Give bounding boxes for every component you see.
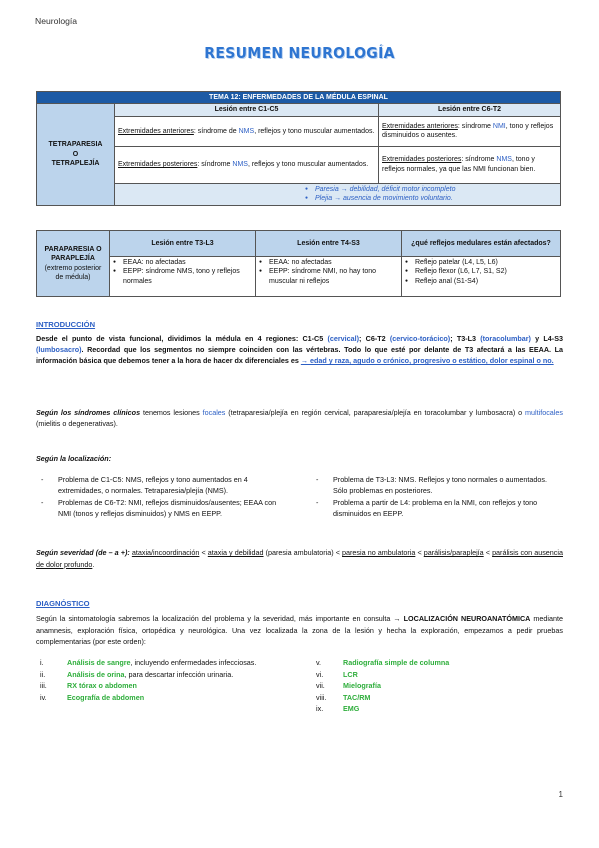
list-item: - Problemas de C6-T2: NMI, reflejos disminuidos/ausentes; EEAA con NMI (tonos y reflejos disminuidos) y NMS en EEPP. [41,498,277,519]
list-item: viii. TAC/RM [316,692,371,702]
severidad-paragraph: Según severidad (de – a +): ataxia/incoordinación < ataxia y debilidad (paresia ambulatoria) < paresia no ambulatoria < parálisis/paraplejía < parálisis con ausencia de dolor profundo. [36,548,563,569]
column-header-t3-l3: Lesión entre T3-L3 [110,231,256,257]
table-header: TEMA 12: ENFERMEDADES DE LA MÉDULA ESPINAL [37,92,561,104]
running-header: Neurología [35,16,78,26]
section-title-introduccion: INTRODUCCIÓN [36,320,96,329]
definitions-cell [115,183,561,205]
list-item: ● Reflejo patelar (L4, L5, L6) [405,258,557,267]
cell-t4-s3 [256,257,402,297]
list-item: v. Radiografía simple de columna [316,658,450,667]
pruebas-right-list [316,657,536,715]
list-item: i. Análisis de sangre, incluyendo enfermedades infecciosas. [40,658,257,667]
syndromes-paragraph: Según los síndromes clínicos tenemos lesiones focales (tetraparesia/plejía en región cervical, paraparesia/plejía en toracolumbar y lumbosacra) o multifocales (mielitis o degenerativas). [36,408,563,429]
page-number: 1 [558,790,563,799]
column-header-c6-t2: Lesión entre C6-T2 [379,104,561,116]
document-title: RESUMEN NEUROLOGÍA [204,45,395,63]
list-item: vi. LCR [316,669,358,679]
paraparesia-table [36,230,561,297]
localizacion-left-column [38,474,288,521]
list-item: - Problema de T3-L3: NMS. Reflejos y tono normales o aumentados. Sólo problemas en posteriores. [316,475,548,496]
list-item: vii. Mielografía [316,681,381,691]
tetraparesia-table [36,91,561,206]
list-item: - Problema de C1-C5: NMS, reflejos y tono aumentados en 4 extremidades, o normales. Tetraparesia/plejía (NMS). [41,475,248,496]
list-item: - Problema a partir de L4: problema en la NMI, con reflejos y tono disminuidos en EEPP. [316,498,538,519]
list-item: ● Reflejo anal (S1-S4) [405,277,557,286]
definition-plejia: ● Plejia → ausencia de movimiento voluntario. [305,194,557,203]
list-item: ix. EMG [316,704,360,714]
list-item: ● EEAA: no afectadas [113,258,252,267]
list-item: ● Reflejo flexor (L6, L7, S1, S2) [405,267,557,276]
cell-c6-anteriores: Extremidades anteriores: síndrome NMI, tono y reflejos disminuidos o ausentes. [379,116,561,146]
list-item: ii. Análisis de orina, para descartar infección urinaria. [40,669,234,679]
list-item: ● EEPP: síndrome NMI, no hay tono muscular ni reflejos [259,267,398,286]
row-label: PARAPARESIA O PARAPLEJÍA (extremo posterior de médula) [37,231,110,297]
column-header-t4-s3: Lesión entre T4-S3 [256,231,402,257]
pruebas-left-list [40,657,290,703]
cell-c1-anteriores: Extremidades anteriores: síndrome de NMS, reflejos y tono muscular aumentados. [115,116,379,146]
row-label: TETRAPARESIA O TETRAPLEJÍA [37,104,115,205]
cell-c6-posteriores: Extremidades posteriores: síndrome NMS, tono y reflejos normales, ya que las NMI funcionan bien. [379,146,561,183]
list-item: iii. RX tórax o abdomen [40,681,137,691]
list-item: ● EEAA: no afectadas [259,258,398,267]
intro-paragraph: Desde el punto de vista funcional, dividimos la médula en 4 regiones: C1-C5 (cervical); C6-T2 (cervico-torácico); T3-L3 (toracolumbar) y L4-S3 (lumbosacro). Recordad que los segmentos no siempre coinciden con las vértebras. Todo lo que esté por delante de T3 afectará a las EEAA. La información básica que debemos tener a la hora de hacer dx diferenciales es → edad y raza, agudo o crónico, progresivo o estático, dolor espinal o no. [36,334,563,366]
column-header-c1-c5: Lesión entre C1-C5 [115,104,379,116]
localizacion-right-column [313,474,563,521]
column-header-reflejos: ¿qué reflejos medulares están afectados? [402,231,561,257]
cell-c1-posteriores: Extremidades posteriores: síndrome NMS, reflejos y tono muscular aumentados. [115,146,379,183]
diagnostico-paragraph: Según la sintomatología sabremos la localización del problema y la severidad, más importante en consulta → LOCALIZACIÓN NEUROANATÓMICA mediante anamnesis, exploración física, ortopédica y neurológica. Una vez localizada la zona de la lesión y hecha la exploración, empezamos a pedir pruebas complementarias (por este orden): [36,614,563,647]
cell-reflejos [402,257,561,297]
cell-t3-l3 [110,257,256,297]
list-item: iv. Ecografía de abdomen [40,692,145,702]
definition-paresia: ● Paresia → debilidad, déficit motor incompleto [305,185,557,194]
list-item: ● EEPP: síndrome NMS, tono y reflejos normales [113,267,252,286]
section-title-diagnostico: DIAGNÓSTICO [36,599,90,608]
localizacion-title: Según la localización: [36,454,112,463]
